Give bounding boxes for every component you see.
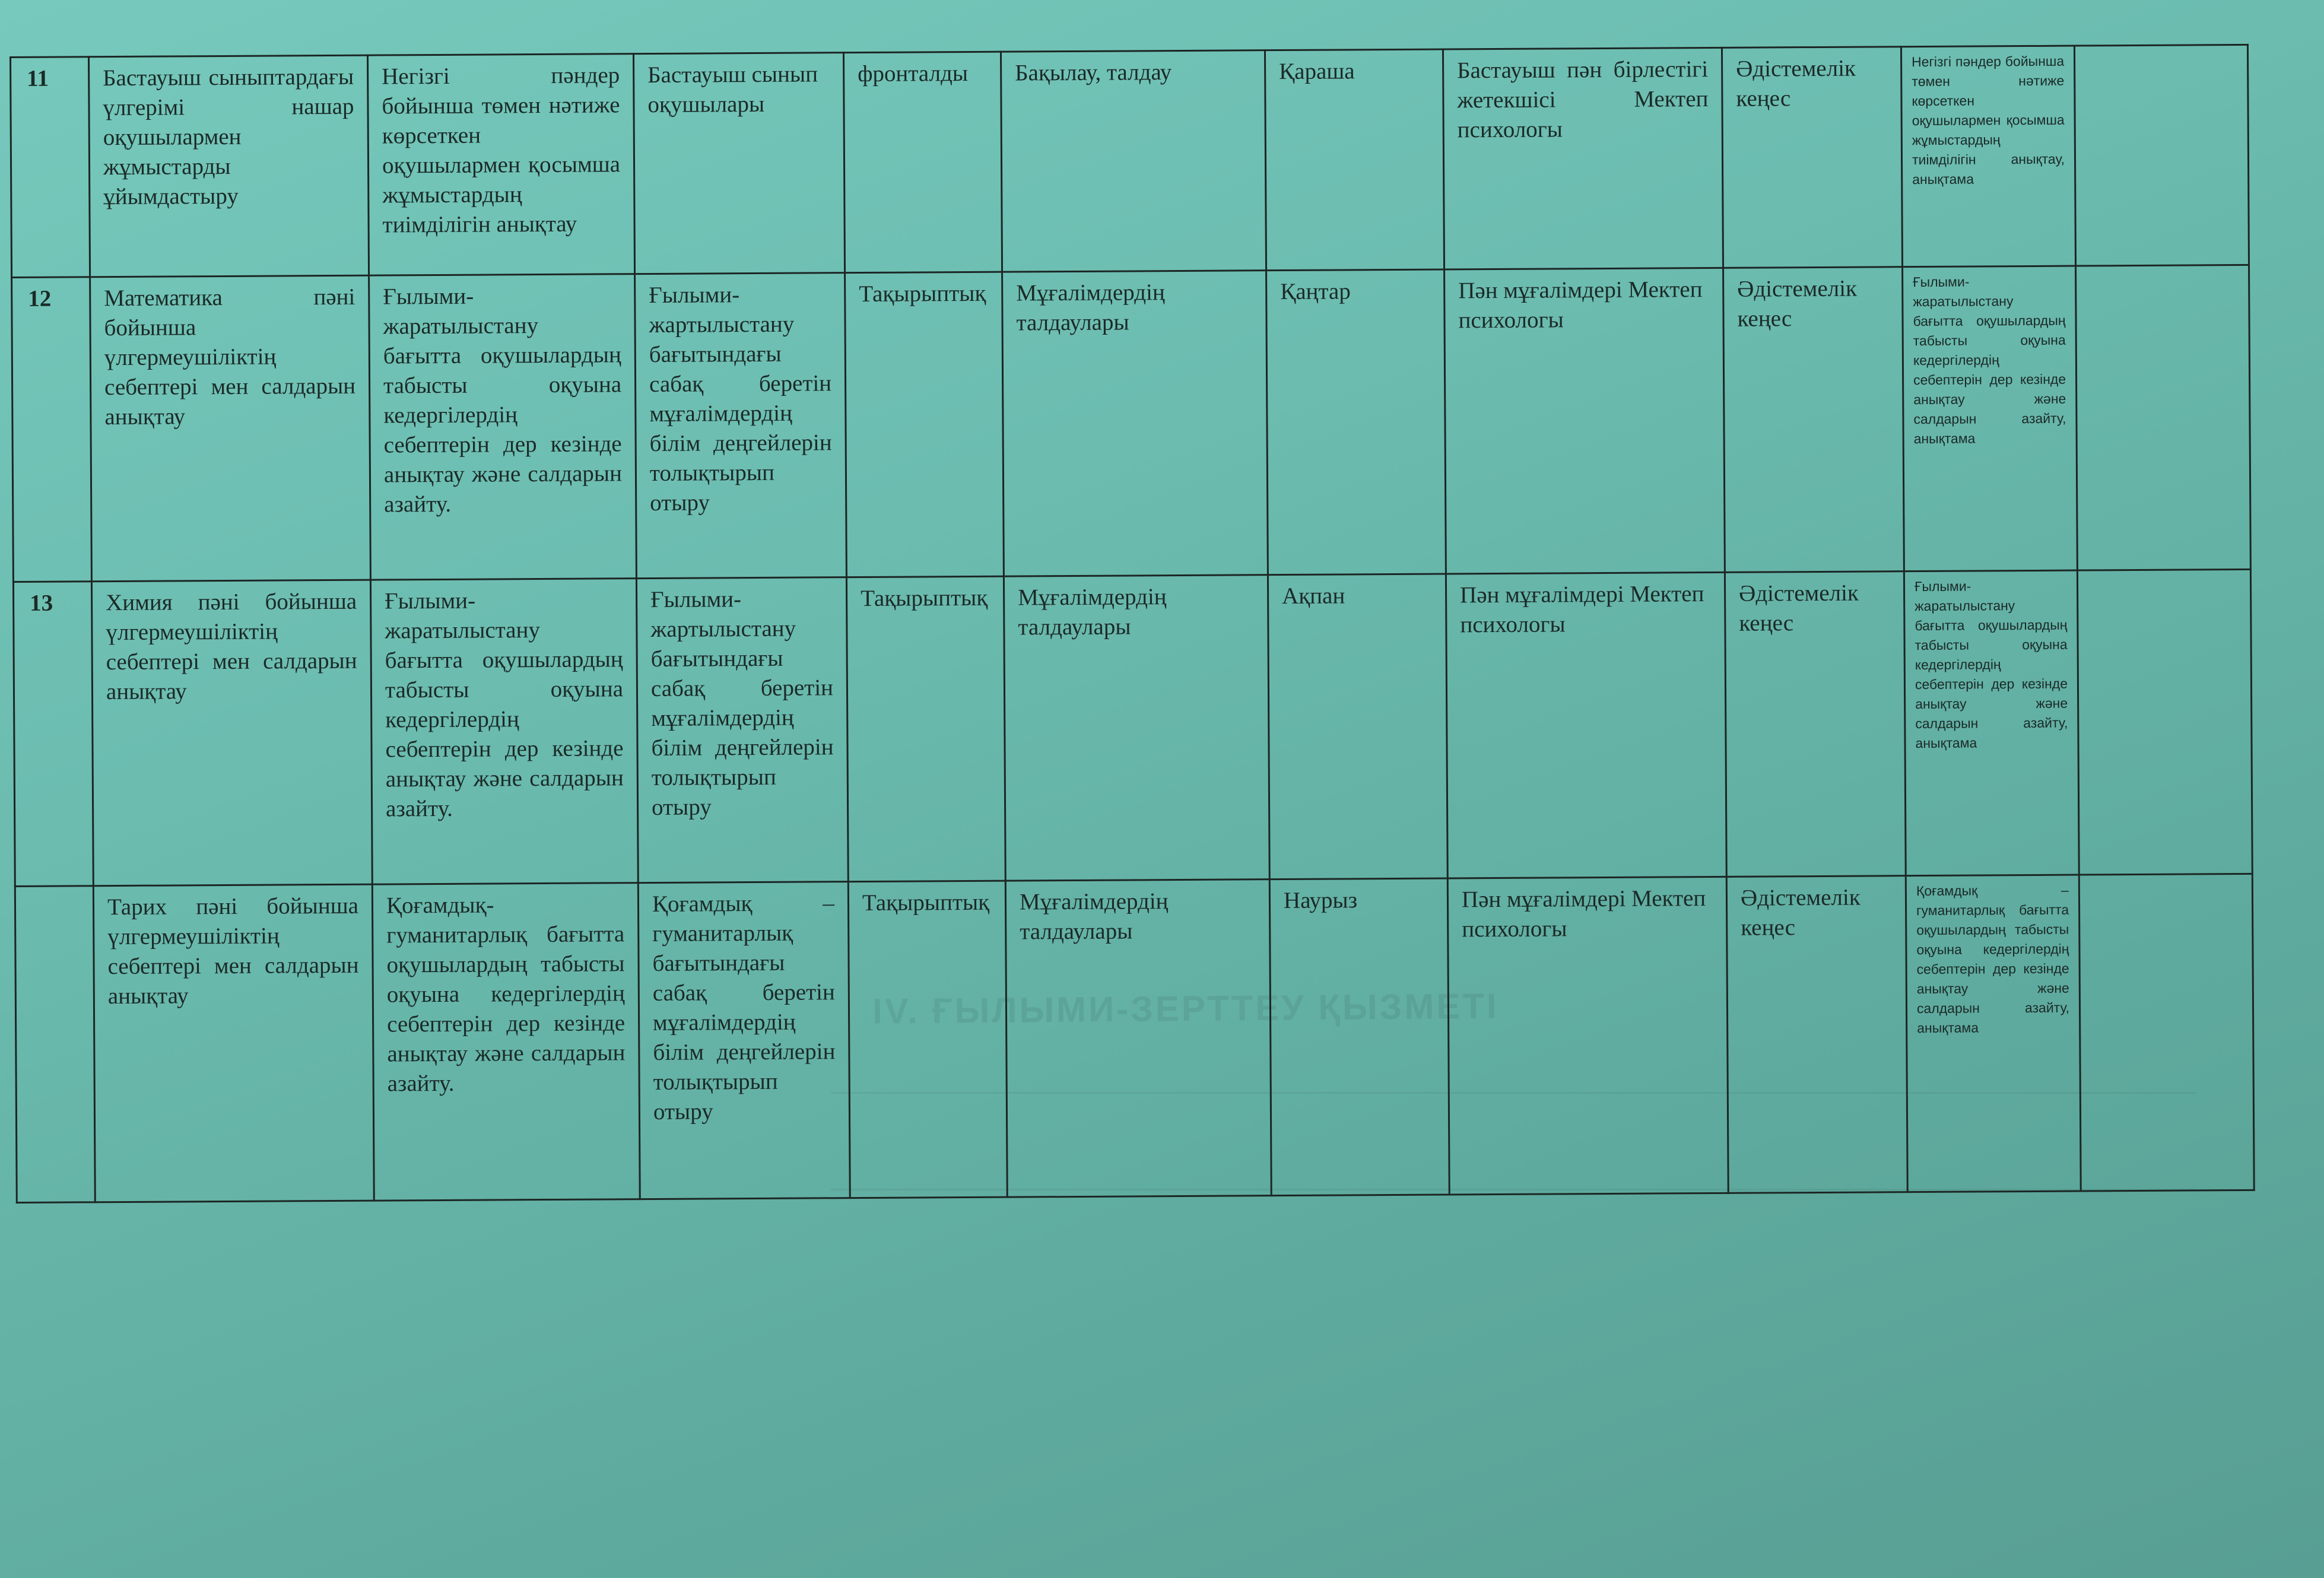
cell-result: Негізгі пәндер бойынша төмен нәтиже көрсеткен оқушылармен қосымша жұмыстардың тиімділігін анықтау, анықтама (1901, 46, 2075, 267)
table-row (12, 265, 2251, 582)
cell-topic: Бастауыш сыныптардағы үлгерімі нашар оқушылармен жұмыстарды ұйымдастыру (89, 55, 369, 277)
row-number: 11 (11, 57, 90, 278)
cell-method: Мұғалімдердің талдаулары (1004, 575, 1269, 881)
cell-type: Тақырыптық (845, 272, 1004, 577)
table-row (11, 45, 2249, 277)
cell-topic: Химия пәні бойынша үлгермеушіліктің себептері мен салдарын анықтау (91, 580, 372, 886)
cell-venue: Әдістемелік кеңес (1722, 47, 1902, 268)
cell-goal: Қоғамдық-гуманитарлық бағытта оқушылардың табысты оқуына кедергілердің себептерін дер кезінде анықтау және салдарын азайту. (372, 883, 640, 1201)
cell-responsible: Пән мұғалімдері Мектеп психологы (1446, 572, 1726, 878)
cell-note (2074, 45, 2249, 266)
cell-result: Ғылыми-жаратылыстану бағытта оқушылардың табысты оқуына кедергілердің себептерін дер кезінде анықтау және салдарын азайту, анықтама (1904, 570, 2079, 876)
row-number: 13 (13, 582, 93, 887)
cell-month: Қаңтар (1266, 269, 1446, 575)
cell-goal: Негізгі пәндер бойынша төмен нәтиже көрсеткен оқушылармен қосымша жұмыстардың тиімділігін анықтау (367, 54, 634, 275)
cell-result: Ғылыми-жаратылыстану бағытта оқушылардың табысты оқуына кедергілердің себептерін дер кезінде анықтау және салдарын азайту, анықтама (1903, 266, 2078, 571)
cell-note (2079, 874, 2254, 1191)
table-row (13, 569, 2252, 886)
cell-object: Ғылыми-жартылыстану бағытындағы сабақ беретін мұғалімдердің білім деңгейлерін толықтырып отыру (635, 273, 847, 579)
row-number: 12 (12, 277, 92, 582)
cell-method: Мұғалімдердің талдаулары (1002, 271, 1268, 576)
cell-responsible: Пән мұғалімдері Мектеп психологы (1447, 877, 1728, 1195)
cell-note (2077, 569, 2252, 875)
cell-month: Наурыз (1269, 878, 1449, 1196)
show-through-heading: IV. ҒЫЛЫМИ-ЗЕРТТЕУ ҚЫЗМЕТІ (872, 986, 1499, 1031)
cell-goal: Ғылыми-жаратылыстану бағытта оқушылардың табысты оқуына кедергілердің себептерін дер кезінде анықтау және салдарын азайту. (369, 274, 637, 580)
cell-venue: Әдістемелік кеңес (1725, 571, 1906, 877)
cell-object: Ғылыми-жартылыстану бағытындағы сабақ беретін мұғалімдердің білім деңгейлерін толықтырып отыру (636, 577, 848, 883)
row-number (15, 886, 95, 1203)
cell-responsible: Бастауыш пән бірлестігі жетекшісі Мектеп психологы (1443, 47, 1723, 269)
cell-method: Бақылау, талдау (1001, 50, 1266, 272)
cell-result: Қоғамдық – гуманитарлық бағытта оқушылардың табысты оқуына кедергілердің себептерін дер кезінде анықтау және салдарын азайту, анықтама (1906, 875, 2081, 1192)
cell-responsible: Пән мұғалімдері Мектеп психологы (1444, 268, 1725, 574)
cell-goal: Ғылыми-жаратылыстану бағытта оқушылардың табысты оқуына кедергілердің себептерін дер кезінде анықтау және салдарын азайту. (370, 579, 638, 884)
cell-type: фронталды (843, 52, 1002, 272)
cell-type: Тақырыптық (846, 576, 1005, 881)
cell-topic: Тарих пәні бойынша үлгермеушіліктің себептері мен салдарын анықтау (93, 884, 374, 1202)
cell-month: Ақпан (1268, 574, 1447, 880)
cell-type: Тақырыптық (848, 881, 1007, 1198)
cell-venue: Әдістемелік кеңес (1726, 876, 1907, 1193)
cell-note (2076, 265, 2251, 570)
cell-venue: Әдістемелік кеңес (1723, 267, 1904, 573)
cell-topic: Математика пәні бойынша үлгермеушіліктің себептері мен салдарын анықтау (90, 275, 371, 582)
cell-object: Бастауыш сынып оқушылары (633, 53, 844, 274)
cell-month: Қараша (1265, 49, 1444, 271)
table-row (15, 874, 2254, 1202)
control-plan-table (9, 44, 2255, 1204)
cell-object: Қоғамдық – гуманитарлық бағытындағы сабақ беретін мұғалімдердің білім деңгейлерін толықтырып отыру (638, 882, 850, 1199)
cell-method: Мұғалімдердің талдаулары (1005, 880, 1271, 1197)
